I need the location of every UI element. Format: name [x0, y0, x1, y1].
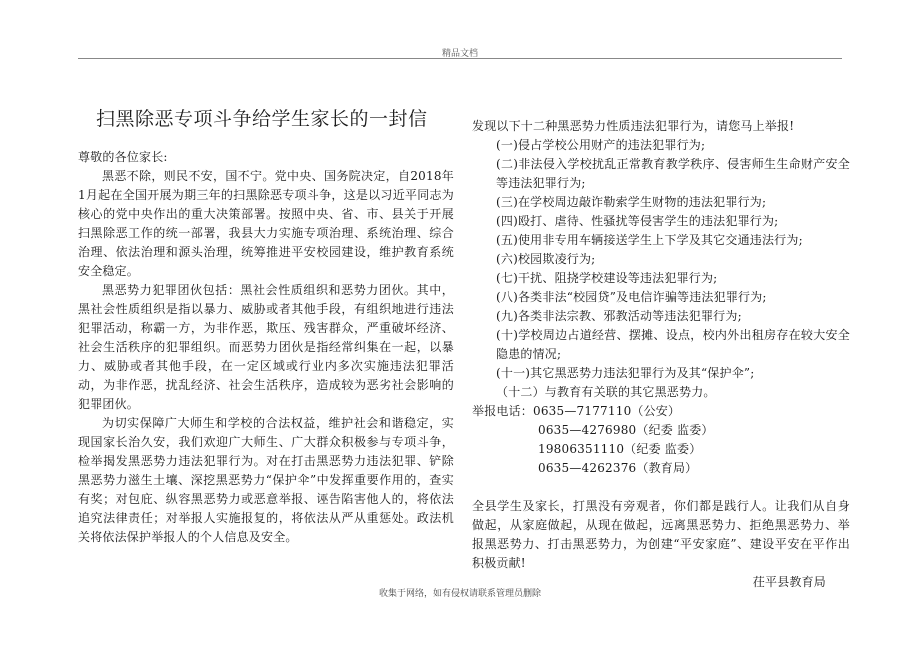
paragraph-definition: 黑恶势力犯罪团伙包括：黑社会性质组织和恶势力团伙。其中，黑社会性质组织是指以暴力、威胁或者其他手段，有组织地进行违法犯罪活动，称霸一方，为非作恶，欺压、残害群众，严重破坏经济、社会生活秩序的犯罪组织。而恶势力团伙是指经常纠集在一起，以暴力、威胁或者其他手段，在一定区域或行业内多次实施违法犯罪活动，为非作恶，扰乱经济、社会生活秩序，造成较为恶劣社会影响的犯罪团伙。	[78, 283, 454, 411]
report-label: 举报电话：	[472, 404, 534, 418]
crime-item: (七)干扰、阻挠学校建设等违法犯罪行为;	[496, 271, 718, 285]
phone-number: 19806351110（纪委 监委）	[538, 442, 702, 456]
left-column	[78, 148, 454, 547]
letter-title: 扫黑除恶专项斗争给学生家长的一封信	[96, 108, 428, 130]
crime-item: (五)使用非专用车辆接送学生上下学及其它交通违法行为;	[496, 233, 803, 247]
crime-item: (一)侵占学校公用财产的违法犯罪行为;	[496, 138, 706, 152]
crime-item: (四)殴打、虐待、性骚扰等侵害学生的违法犯罪行为;	[496, 214, 779, 228]
crime-item: (八)各类非法“校园贷”及电信诈骗等违法犯罪行为;	[496, 290, 767, 304]
signature: 茌平县教育局	[752, 575, 826, 589]
report-hotline	[472, 402, 850, 421]
crime-item: (二)非法侵入学校扰乱正常教育教学秩序、侵害师生生命财产安全等违法犯罪行为;	[496, 157, 850, 190]
spacer	[472, 478, 850, 497]
crime-item: (十)学校周边占道经营、摆摊、设点，校内外出租房存在较大安全隐患的情况;	[496, 328, 850, 361]
closing-paragraph: 全县学生及家长，打黑没有旁观者，你们都是践行人。让我们从自身做起，从家庭做起，从现在做起，远离黑恶势力、拒绝黑恶势力、举报黑恶势力、打击黑恶势力，为创建“平安家庭”、建设平安在平作出积极贡献!	[472, 499, 850, 570]
header-tag: 精品文档	[441, 49, 478, 59]
footer-tag: 收集于网络，如有侵权请联系管理员删除	[378, 589, 541, 599]
crime-item: (十一)其它黑恶势力违法犯罪行为及其“保护伞”;	[496, 366, 755, 380]
phone-number: 0635—4276980（纪委 监委）	[538, 423, 714, 437]
salutation: 尊敬的各位家长:	[78, 150, 168, 164]
crime-item: (六)校园欺凌行为;	[496, 252, 596, 266]
phone-number: 0635—7177110（公安）	[533, 404, 681, 418]
header-divider	[78, 58, 842, 59]
crime-item: (三)在学校周边敲诈勒索学生财物的违法犯罪行为;	[496, 195, 767, 209]
crime-item: （十二）与教育有关联的其它黑恶势力。	[496, 385, 716, 399]
paragraph-appeal: 为切实保障广大师生和学校的合法权益，维护社会和谐稳定，实现国家长治久安，我们欢迎广大师生、广大群众积极参与专项斗争，检举揭发黑恶势力违法犯罪行为。对在打击黑恶势力违法犯罪、铲除黑恶势力滋生土壤、深挖黑恶势力“保护伞”中发挥重要作用的，查实有奖；对包庇、纵容黑恶势力或恶意举报、诬告陷害他人的，将依法追究法律责任；对举报人实施报复的，将依法从严从重惩处。政法机关将依法保护举报人的个人信息及安全。	[78, 416, 454, 544]
right-column	[472, 117, 850, 592]
report-intro: 发现以下十二种黑恶势力性质违法犯罪行为，请您马上举报!	[472, 119, 795, 133]
paragraph-background: 黑恶不除，则民不安，国不宁。党中央、国务院决定，自2018年1月起在全国开展为期三年的扫黑除恶专项斗争，这是以习近平同志为核心的党中央作出的重大决策部署。按照中央、省、市、县关于开展扫黑除恶工作的统一部署，我县大力实施专项治理、系统治理、综合治理、依法治理和源头治理，统筹推进平安校园建设，维护教育系统安全稳定。	[78, 169, 454, 278]
phone-number: 0635—4262376（教育局）	[538, 461, 698, 475]
crime-item: (九)各类非法宗教、邪教活动等违法犯罪行为;	[496, 309, 742, 323]
